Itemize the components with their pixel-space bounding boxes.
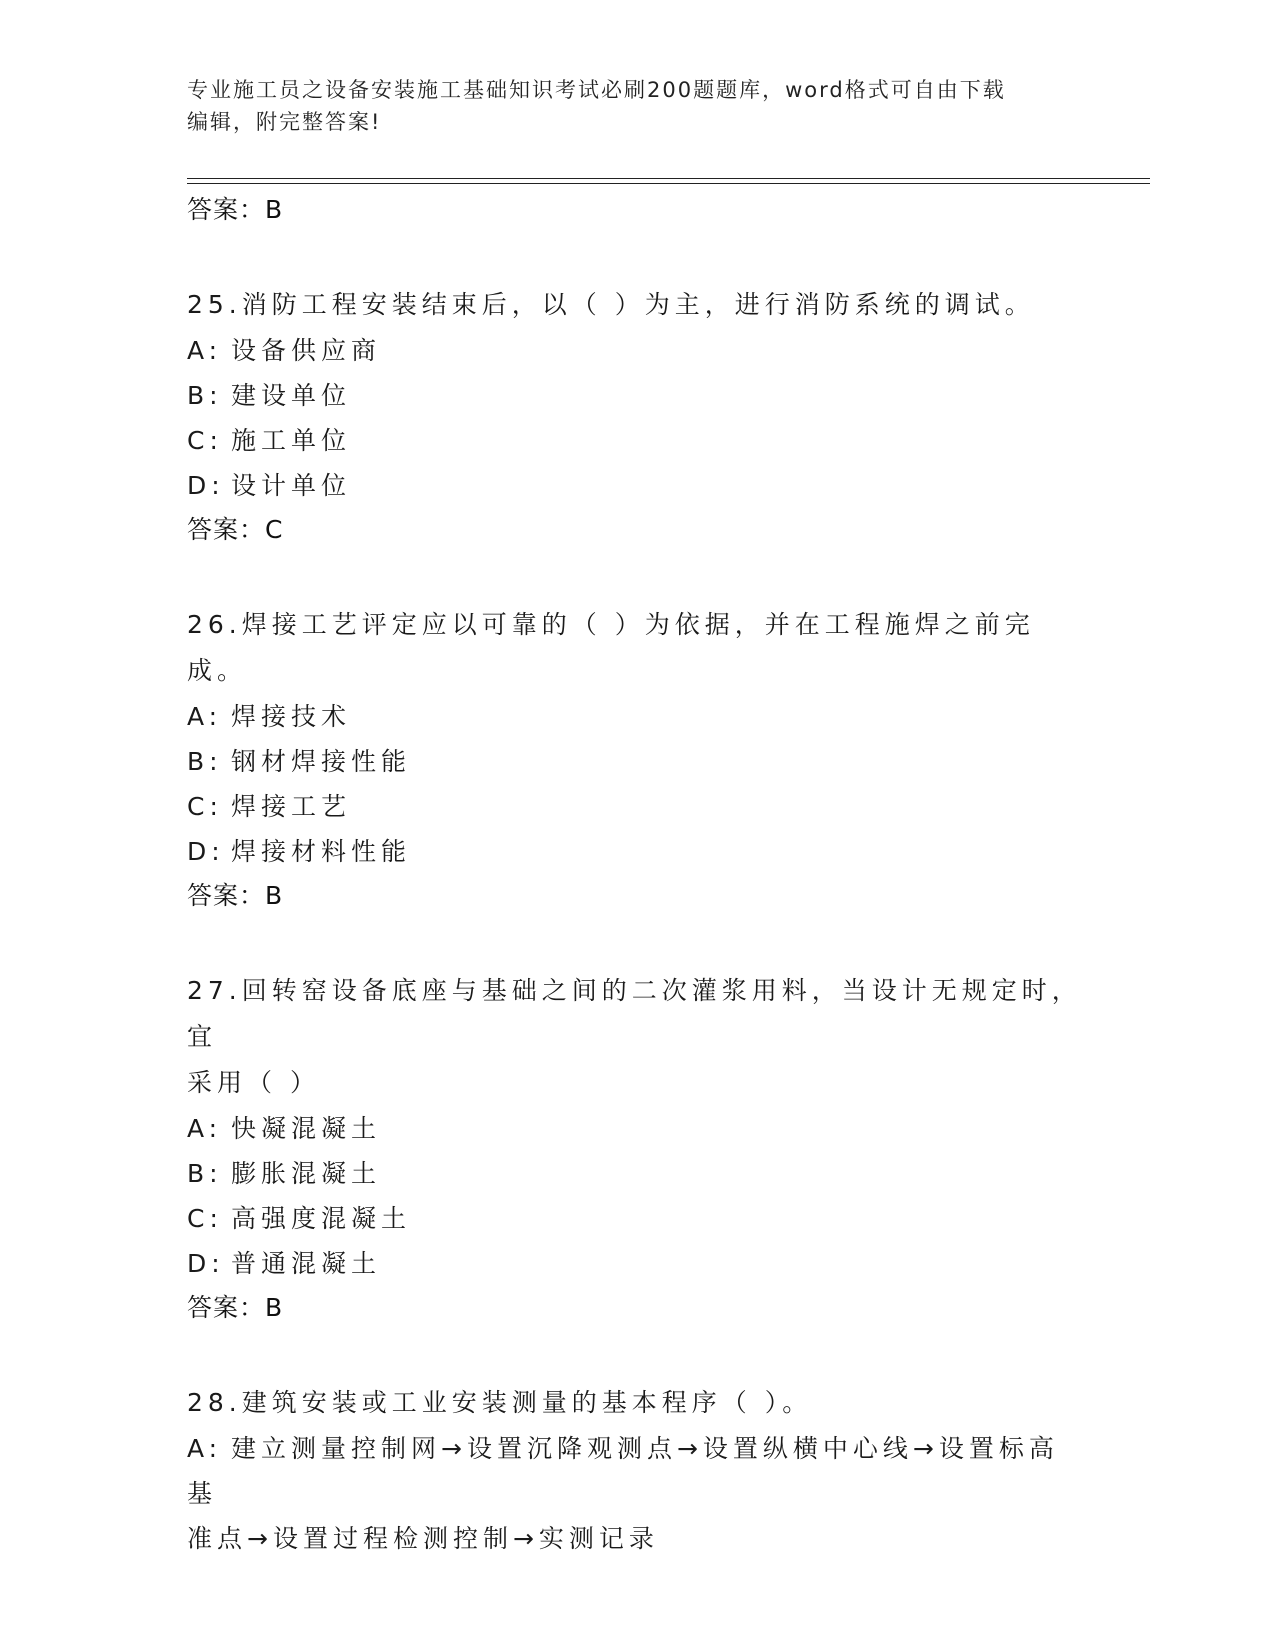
header-divider-top [187, 178, 1150, 179]
option-text-line-2: 准点→设置过程检测控制→实测记录 [187, 1524, 659, 1553]
header-line-1: 专业施工员之设备安装施工基础知识考试必刷200题题库，word格式可自由下载 [187, 78, 1006, 102]
option-label: C: [187, 1204, 223, 1233]
question-text-line-2: 采用（ ） [187, 1068, 320, 1097]
option-label: D: [187, 1249, 225, 1278]
option-a [187, 328, 1087, 373]
header-line-2: 编辑，附完整答案! [187, 110, 382, 134]
option-c [187, 784, 1087, 829]
option-d [187, 829, 1087, 874]
question-text: 26.焊接工艺评定应以可靠的（ ）为依据，并在工程施焊之前完成。 [187, 610, 1035, 685]
document-header [187, 74, 1087, 138]
answer-line: 答案：C [187, 515, 284, 544]
question-block [187, 1380, 1087, 1561]
option-label: B: [187, 381, 223, 410]
option-b [187, 739, 1087, 784]
option-text: 焊接工艺 [231, 792, 352, 821]
option-label: C: [187, 426, 223, 455]
question-text: 25.消防工程安装结束后，以（ ）为主，进行消防系统的调试。 [187, 290, 1035, 319]
option-label: D: [187, 837, 225, 866]
option-text: 设备供应商 [231, 336, 382, 365]
option-a [187, 694, 1087, 739]
answer-line: 答案：B [187, 881, 284, 910]
option-label: A: [187, 1434, 223, 1463]
answer-line: 答案：B [187, 1293, 284, 1322]
option-b [187, 373, 1087, 418]
answer-line: 答案：B [187, 195, 284, 224]
option-a [187, 1426, 1087, 1516]
option-label: C: [187, 792, 223, 821]
option-b [187, 1151, 1087, 1196]
option-label: A: [187, 336, 223, 365]
option-text: 普通混凝土 [231, 1249, 382, 1278]
option-text: 快凝混凝土 [231, 1114, 382, 1143]
option-label: A: [187, 702, 223, 731]
option-c [187, 418, 1087, 463]
option-text: 膨胀混凝土 [231, 1159, 382, 1188]
option-a [187, 1106, 1087, 1151]
question-list [187, 188, 1087, 1561]
option-label: A: [187, 1114, 223, 1143]
option-text: 焊接技术 [231, 702, 352, 731]
header-divider-bottom [187, 183, 1150, 184]
option-label: B: [187, 747, 223, 776]
option-text-line-1: 建立测量控制网→设置沉降观测点→设置纵横中心线→设置标高基 [187, 1434, 1059, 1508]
option-d [187, 463, 1087, 508]
option-text: 钢材焊接性能 [231, 747, 412, 776]
question-block [187, 602, 1087, 918]
option-label: D: [187, 471, 225, 500]
option-text: 高强度混凝土 [231, 1204, 412, 1233]
option-label: B: [187, 1159, 223, 1188]
option-c [187, 1196, 1087, 1241]
option-text: 设计单位 [231, 471, 352, 500]
question-block [187, 282, 1087, 552]
option-a-continuation [187, 1516, 1087, 1561]
question-block [187, 968, 1087, 1330]
question-text: 28.建筑安装或工业安装测量的基本程序（ ）。 [187, 1388, 813, 1417]
option-d [187, 1241, 1087, 1286]
option-text: 施工单位 [231, 426, 352, 455]
option-text: 建设单位 [231, 381, 352, 410]
question-text-line-1: 27.回转窑设备底座与基础之间的二次灌浆用料，当设计无规定时，宜 [187, 976, 1082, 1051]
option-text: 焊接材料性能 [231, 837, 412, 866]
